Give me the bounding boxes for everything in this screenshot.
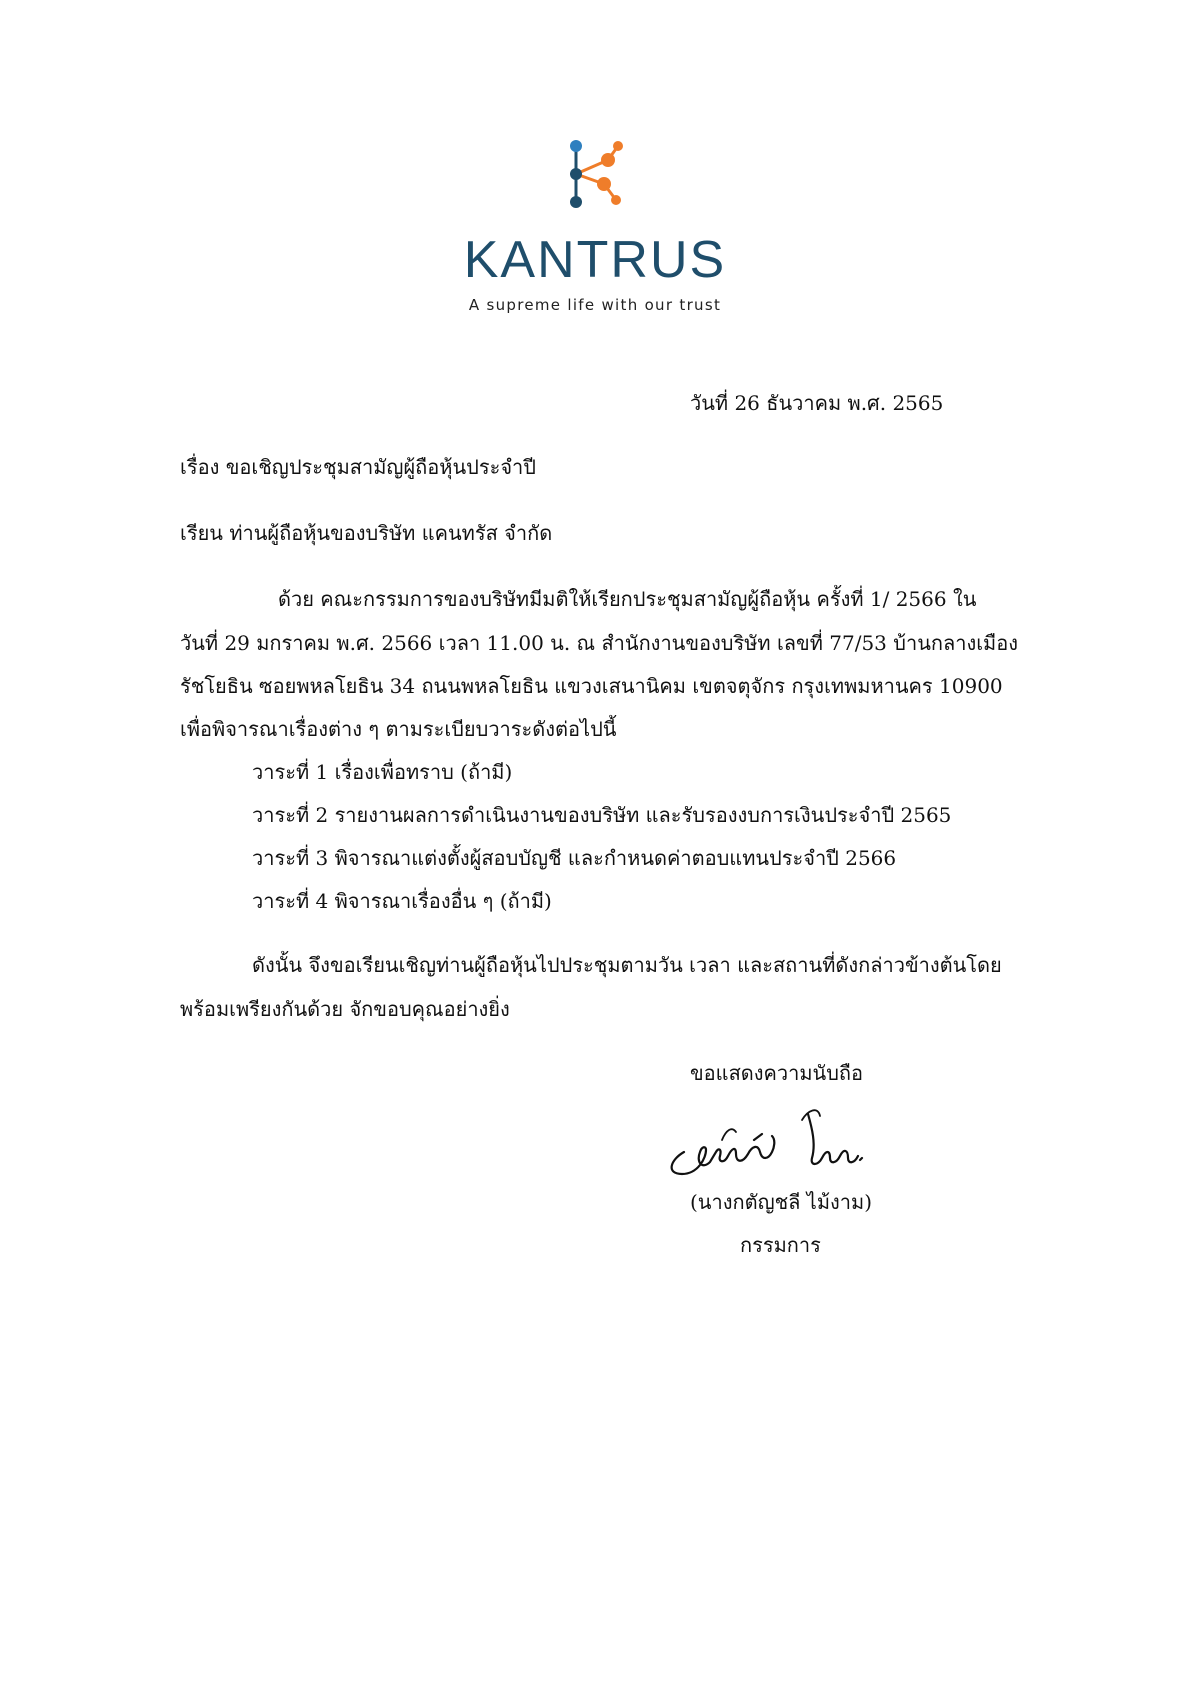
- letter-subject: เรื่อง ขอเชิญประชุมสามัญผู้ถือหุ้นประจำปี: [180, 455, 536, 479]
- signer-name: (นางกตัญชลี ไม้งาม): [690, 1190, 873, 1214]
- agenda-item-1: วาระที่ 1 เรื่องเพื่อทราบ (ถ้ามี): [252, 760, 513, 784]
- agenda-item-2: วาระที่ 2 รายงานผลการดำเนินงานของบริษัท และรับรองงบการเงินประจำปี 2565: [252, 803, 952, 827]
- closing: ขอแสดงความนับถือ: [690, 1061, 864, 1085]
- brand-tagline: A supreme life with our trust: [468, 296, 722, 314]
- agenda-item-4: วาระที่ 4 พิจารณาเรื่องอื่น ๆ (ถ้ามี): [252, 889, 552, 913]
- kantrus-logo-icon: [568, 140, 632, 220]
- paragraph-1-line: เพื่อพิจารณาเรื่องต่าง ๆ ตามระเบียบวาระดังต่อไปนี้: [180, 717, 617, 741]
- paragraph-2-line: ดังนั้น จึงขอเรียนเชิญท่านผู้ถือหุ้นไปประชุมตามวัน เวลา และสถานที่ดังกล่าวข้างต้นโดย: [252, 953, 1002, 977]
- paragraph-1-line: รัชโยธิน ซอยพหลโยธิน 34 ถนนพหลโยธิน แขวงเสนานิคม เขตจตุจักร กรุงเทพมหานคร 10900: [180, 674, 1003, 698]
- letter-date: วันที่ 26 ธันวาคม พ.ศ. 2565: [690, 391, 944, 415]
- handwritten-signature: [662, 1100, 902, 1180]
- paragraph-1-line: ด้วย คณะกรรมการของบริษัทมีมติให้เรียกประชุมสามัญผู้ถือหุ้น ครั้งที่ 1/ 2566 ใน: [278, 587, 977, 611]
- agenda-item-3: วาระที่ 3 พิจารณาแต่งตั้งผู้สอบบัญชี และกำหนดค่าตอบแทนประจำปี 2566: [252, 846, 897, 870]
- letter-salutation: เรียน ท่านผู้ถือหุ้นของบริษัท แคนทรัส จำกัด: [180, 521, 553, 545]
- paragraph-1-line: วันที่ 29 มกราคม พ.ศ. 2566 เวลา 11.00 น. ณ สำนักงานของบริษัท เลขที่ 77/53 บ้านกลางเมือง: [180, 631, 1019, 655]
- brand-name: KANTRUS: [463, 231, 727, 289]
- paragraph-2-line: พร้อมเพรียงกันด้วย จักขอบคุณอย่างยิ่ง: [180, 997, 510, 1021]
- signer-title: กรรมการ: [740, 1233, 821, 1257]
